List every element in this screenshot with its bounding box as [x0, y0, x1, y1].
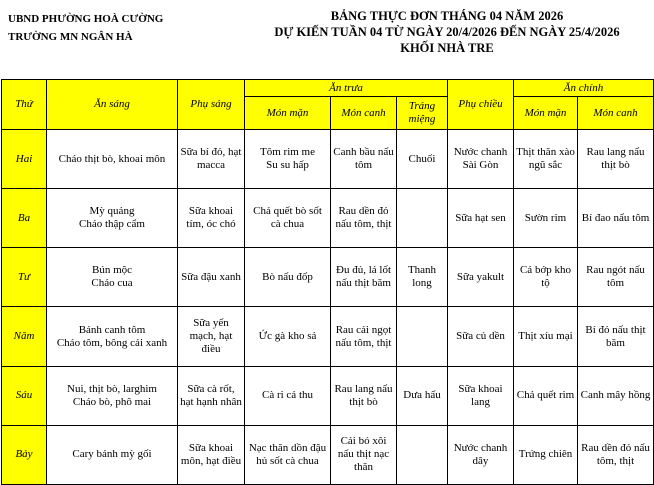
- afternoon-snack-cell: Sữa củ dền: [448, 307, 514, 366]
- dinner-main-cell: Chả quết rim: [514, 366, 578, 425]
- dinner-soup-cell: Rau lang nấu thịt bò: [578, 130, 654, 189]
- ward-name: UBND PHƯỜNG HOÀ CƯỜNG: [8, 13, 164, 25]
- col-dinner-soup-header: Món canh: [578, 97, 654, 130]
- lunch-group-header: Ăn trưa: [245, 80, 448, 97]
- table-row: [2, 307, 654, 366]
- dinner-group-header: Ăn chính: [514, 80, 654, 97]
- menu-table-header: [2, 80, 654, 130]
- breakfast-cell: Bánh canh tôm Cháo tôm, bông cải xanh: [47, 307, 178, 366]
- col-morning-snack-header: Phụ sáng: [178, 80, 245, 130]
- dessert-cell: [397, 307, 448, 366]
- breakfast-cell: Cary bánh mỳ gối: [47, 425, 178, 484]
- day-cell: Sáu: [2, 366, 47, 425]
- col-afternoon-snack-header: Phụ chiều: [448, 80, 514, 130]
- morning-snack-cell: Sữa đậu xanh: [178, 248, 245, 307]
- menu-table: [1, 79, 654, 485]
- lunch-soup-cell: Rau cải ngọt nấu tôm, thịt: [331, 307, 397, 366]
- afternoon-snack-cell: Sữa khoai lang: [448, 366, 514, 425]
- afternoon-snack-cell: Sữa yakult: [448, 248, 514, 307]
- day-cell: Hai: [2, 130, 47, 189]
- morning-snack-cell: Sữa cà rốt, hạt hạnh nhân: [178, 366, 245, 425]
- morning-snack-cell: Sữa yến mạch, hạt điều: [178, 307, 245, 366]
- breakfast-cell: Cháo thịt bò, khoai môn: [47, 130, 178, 189]
- lunch-soup-cell: Rau lang nấu thịt bò: [331, 366, 397, 425]
- morning-snack-cell: Sữa bí đỏ, hạt macca: [178, 130, 245, 189]
- table-row: [2, 130, 654, 189]
- day-cell: Ba: [2, 189, 47, 248]
- col-dessert-header: Tráng miệng: [397, 97, 448, 130]
- col-breakfast-header: Ăn sáng: [47, 80, 178, 130]
- dinner-main-cell: Thịt xíu mại: [514, 307, 578, 366]
- day-cell: Bảy: [2, 425, 47, 484]
- dessert-cell: [397, 189, 448, 248]
- dinner-soup-cell: Rau ngót nấu tôm: [578, 248, 654, 307]
- menu-class-group: KHỐI NHÀ TRE: [400, 41, 494, 55]
- lunch-main-cell: Bò nấu đốp: [245, 248, 331, 307]
- menu-title-block: [240, 8, 654, 56]
- dinner-soup-cell: Rau dền đỏ nấu tôm, thịt: [578, 425, 654, 484]
- menu-week-range: DỰ KIẾN TUẦN 04 TỪ NGÀY 20/4/2026 ĐẾN NGÀY 25/4/2026: [274, 25, 620, 39]
- dinner-main-cell: Thịt thăn xào ngũ sắc: [514, 130, 578, 189]
- menu-title: BẢNG THỰC ĐƠN THÁNG 04 NĂM 2026: [330, 9, 564, 23]
- dessert-cell: Thanh long: [397, 248, 448, 307]
- breakfast-cell: Bún mộc Cháo cua: [47, 248, 178, 307]
- school-name: TRƯỜNG MN NGÂN HÀ: [8, 31, 133, 43]
- school-header: [8, 10, 163, 46]
- dinner-main-cell: Sườn rim: [514, 189, 578, 248]
- lunch-main-cell: Tôm rim me Su su hấp: [245, 130, 331, 189]
- lunch-main-cell: Nạc thăn dồn đậu hủ sốt cà chua: [245, 425, 331, 484]
- dessert-cell: Dưa hấu: [397, 366, 448, 425]
- lunch-soup-cell: Đu đủ, lá lốt nấu thịt băm: [331, 248, 397, 307]
- table-row: [2, 189, 654, 248]
- menu-table-body: [2, 130, 654, 485]
- breakfast-cell: Nui, thịt bò, larghim Cháo bò, phô mai: [47, 366, 178, 425]
- table-row: [2, 425, 654, 484]
- table-row: [2, 366, 654, 425]
- morning-snack-cell: Sữa khoai môn, hạt điều: [178, 425, 245, 484]
- lunch-soup-cell: Rau dền đỏ nấu tôm, thịt: [331, 189, 397, 248]
- lunch-main-cell: Cà ri cá thu: [245, 366, 331, 425]
- afternoon-snack-cell: Nước chanh Sài Gòn: [448, 130, 514, 189]
- lunch-soup-cell: Canh bầu nấu tôm: [331, 130, 397, 189]
- dinner-soup-cell: Canh mây hồng: [578, 366, 654, 425]
- dinner-main-cell: Trứng chiên: [514, 425, 578, 484]
- afternoon-snack-cell: Nước chanh dây: [448, 425, 514, 484]
- col-day-header: Thứ: [2, 80, 47, 130]
- lunch-main-cell: Chả quết bò sốt cà chua: [245, 189, 331, 248]
- morning-snack-cell: Sữa khoai tím, óc chó: [178, 189, 245, 248]
- dinner-soup-cell: Bí đỏ nấu thịt băm: [578, 307, 654, 366]
- lunch-soup-cell: Cải bó xôi nấu thịt nạc thăn: [331, 425, 397, 484]
- dessert-cell: [397, 425, 448, 484]
- dinner-soup-cell: Bí đao nấu tôm: [578, 189, 654, 248]
- dessert-cell: Chuối: [397, 130, 448, 189]
- lunch-main-cell: Ức gà kho sả: [245, 307, 331, 366]
- breakfast-cell: Mỳ quảng Cháo thập cẩm: [47, 189, 178, 248]
- col-lunch-soup-header: Món canh: [331, 97, 397, 130]
- col-dinner-main-header: Món mặn: [514, 97, 578, 130]
- col-lunch-main-header: Món mặn: [245, 97, 331, 130]
- table-row: [2, 248, 654, 307]
- day-cell: Năm: [2, 307, 47, 366]
- day-cell: Tư: [2, 248, 47, 307]
- afternoon-snack-cell: Sữa hạt sen: [448, 189, 514, 248]
- dinner-main-cell: Cá bớp kho tộ: [514, 248, 578, 307]
